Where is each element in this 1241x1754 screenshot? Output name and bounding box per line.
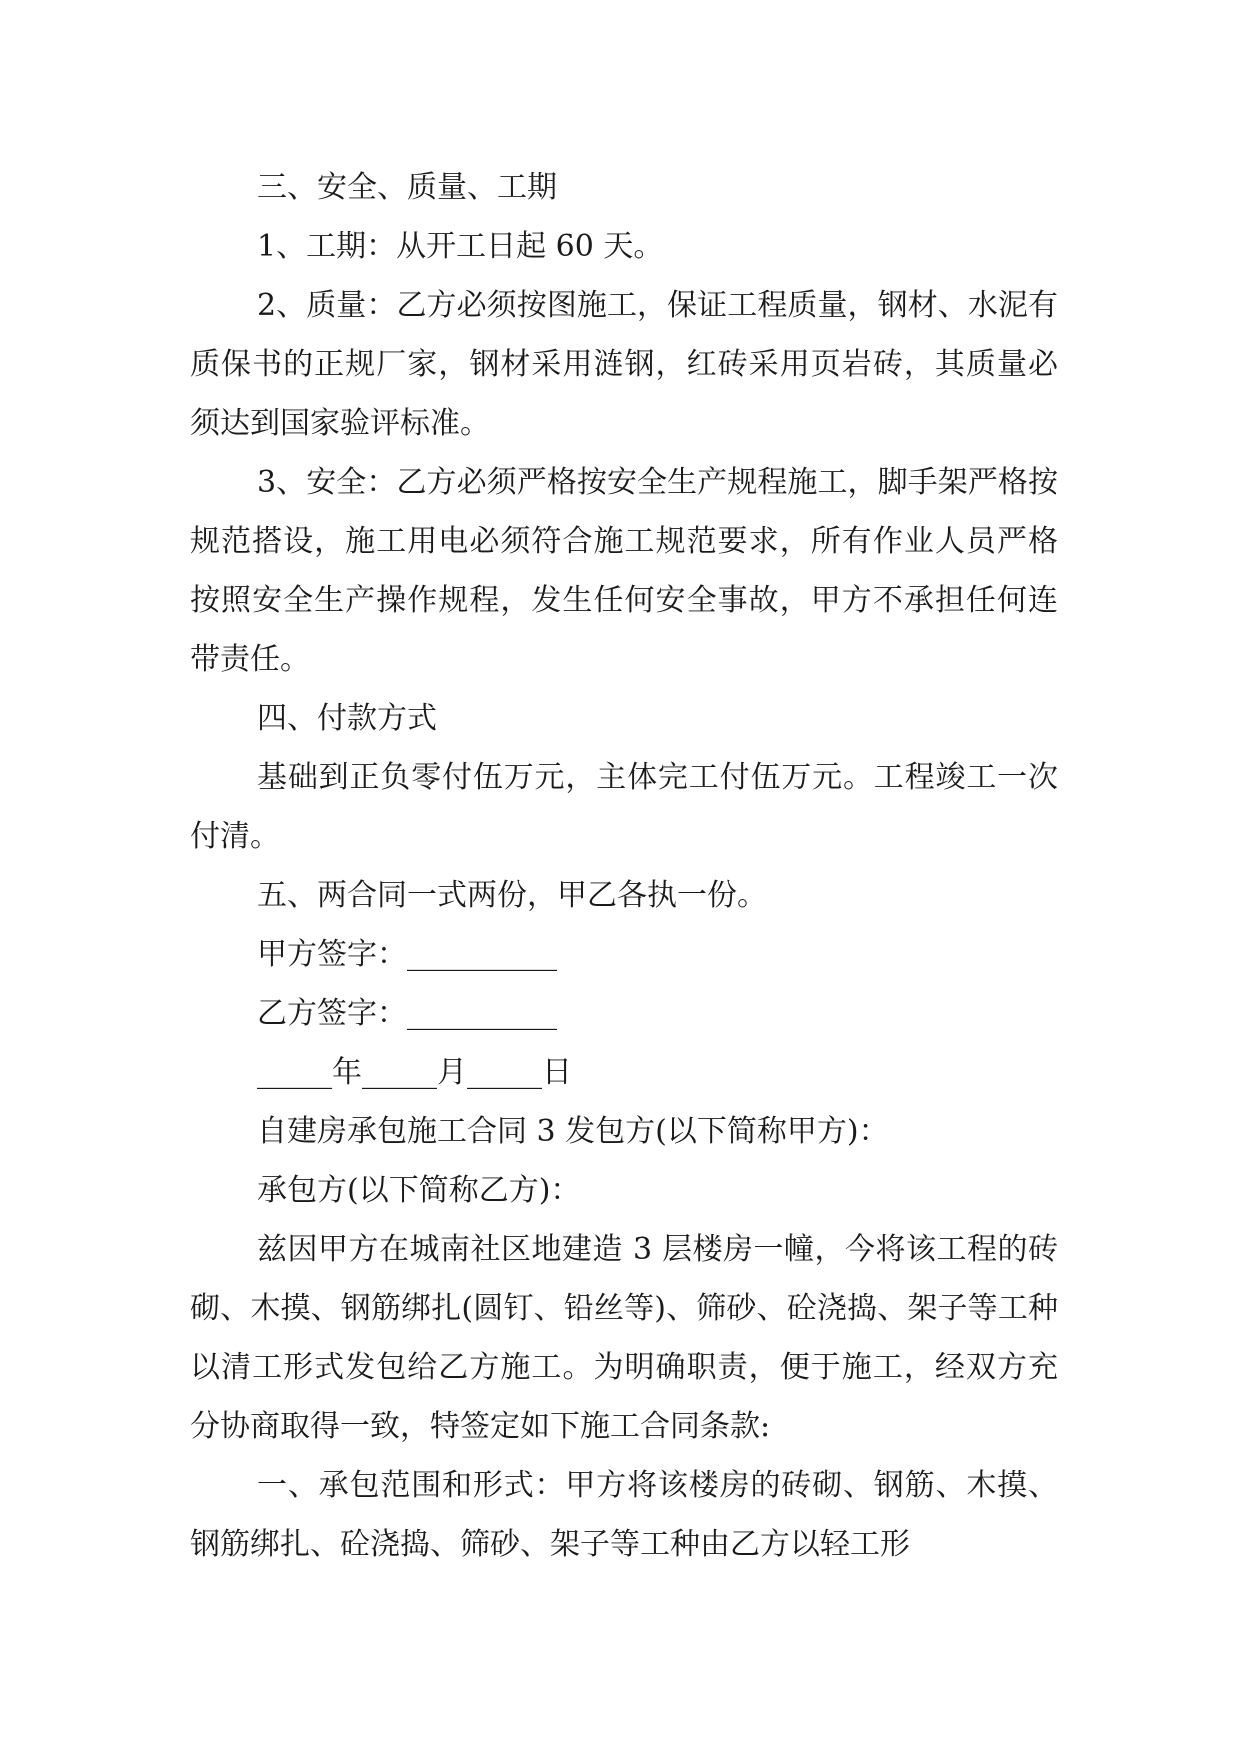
- clause-scope: 一、承包范围和形式：甲方将该楼房的砖砌、钢筋、木摸、钢筋绑扎、砼浇捣、筛砂、架子等工种由乙方以轻工形: [190, 1468, 1058, 1562]
- document-page: [190, 158, 1058, 1574]
- clause-safety: 3、安全：乙方必须严格按安全生产规程施工，脚手架严格按规范搭设，施工用电必须符合施工规范要求，所有作业人员严格按照安全生产操作规程，发生任何安全事故，甲方不承担任何连带责任。: [190, 465, 1058, 677]
- signature-party-a: 甲方签字：__________: [257, 937, 557, 972]
- contract-title-employer: 自建房承包施工合同 3 发包方(以下简称甲方)：: [257, 1114, 889, 1149]
- clause-quality: 2、质量：乙方必须按图施工，保证工程质量，钢材、水泥有质保书的正规厂家，钢材采用涟钢，红砖采用页岩砖，其质量必须达到国家验评标准。: [190, 288, 1058, 441]
- clause-copies: 五、两合同一式两份，甲乙各执一份。: [257, 878, 767, 913]
- section-heading-payment: 四、付款方式: [257, 701, 437, 736]
- signature-date: _____年_____月_____日: [257, 1055, 572, 1090]
- contractor-line: 承包方(以下简称乙方)：: [257, 1173, 581, 1208]
- clause-schedule: 1、工期：从开工日起 60 天。: [257, 229, 664, 264]
- signature-party-b: 乙方签字：__________: [257, 996, 557, 1031]
- clause-payment-terms: 基础到正负零付伍万元，主体完工付伍万元。工程竣工一次付清。: [190, 760, 1058, 854]
- section-heading-safety-quality-schedule: 三、安全、质量、工期: [257, 170, 557, 205]
- contract-preamble: 兹因甲方在城南社区地建造 3 层楼房一幢，今将该工程的砖砌、木摸、钢筋绑扎(圆钉、铅丝等)、筛砂、砼浇捣、架子等工种以清工形式发包给乙方施工。为明确职责，便于施工，经双方充分协商取得一致，特签定如下施工合同条款:: [190, 1232, 1058, 1444]
